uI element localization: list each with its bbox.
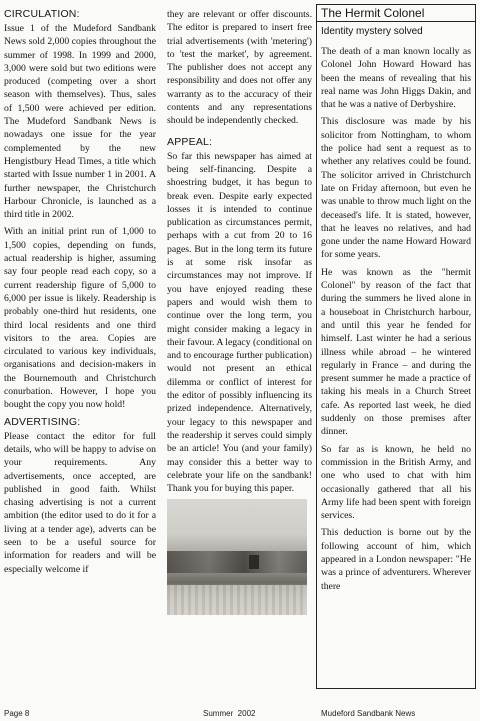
photo-horizon (167, 551, 307, 573)
advertising-heading: ADVERTISING: (4, 415, 81, 428)
photo-boat (249, 555, 259, 569)
article-paragraph-4: So far as is known, he held no commission in the British Army, and one who used to chat with him occasionally gathered that all his Army life had been spent with foreign services. (321, 443, 471, 522)
article-paragraph-1: The death of a man known locally as Colonel John Howard Howard has been the means of revealing that his real name was John Higgs Dakin, and that he was a native of Derbyshire. (321, 46, 471, 111)
hermit-colonel-article (316, 4, 476, 689)
appeal-paragraph: So far this newspaper has aimed at being self-financing. Despite a shoestring budget, it has begun to break even. Despite early expected losses it is intended to continue publication as circumstances permit, perhaps with a cut from 20 to 16 pages. But in the long term its future is at some risk insofar as circumstances may not improve. If you have enjoyed reading these papers and would wish them to continue over the long term, you might consider making a legacy in their favour. A legacy (conditional on and to encourage further publication) would not present an ethical dilemma or conflict of interest for the editor of possibly influencing its prized independence. Alternatively, your legacy to this newspaper and the readership it serves could simply be an article! You (and your family) may consider this a better way to celebrate your life on the sandbank! Thank you for buying this paper. (167, 150, 312, 495)
readership-paragraph: With an initial print run of 1,000 to 1,500 copies, depending on funds, actual readership is higher, assuming say four people read each copy, so a current readership figure of 5,000 to 6,000 per issue is likely. Readership is probably one-third hut residents, one third local residents and one third visitors to the area. Copies are circulated to various key individuals, organisations and decision-makers in the Bournemouth and Christchurch conurbation. However, I hope you bought the copy you now hold! (4, 226, 156, 411)
circulation-heading: CIRCULATION: (4, 8, 80, 20)
circulation-paragraph: Issue 1 of the Mudeford Sandbank News sold 2,000 copies throughout the summer of 1998. In 1999 and 2000, 3,000 were sold but two editions were produced (competing over a short season with themselves). Thus, sales of 1,500 were achieved per edition. The Mudeford Sandbank News is nowadays one issue for the year complemented by the new Hengistbury Head Times, a title which started with Issue number 1 in 2001. A further newspaper, the Christchurch Harbour Chronicle, is launched as a third title in 2002. (4, 23, 156, 221)
article-subtitle: Identity mystery solved (317, 21, 475, 37)
footer-publication: Mudeford Sandbank News (321, 709, 416, 718)
footer-page-number: Page 8 (4, 709, 30, 718)
left-column (4, 8, 156, 703)
photo-shore (167, 585, 307, 615)
middle-column (167, 8, 312, 703)
advertising-paragraph: Please contact the editor for full details, who will be happy to advise on your requirements. Any advertisements, once accepted, are published in good faith. Whilst chasing advertising is not a current ambition (the editor used to do it for a living at a tender age), adverts can be seen to be a useful source for information for readers and will be especially welcome if (4, 430, 156, 575)
article-title: The Hermit Colonel (321, 6, 425, 20)
article-paragraph-3: He was known as the "hermit Colonel" by reason of the fact that during the summers he lived alone in a houseboat in Christchurch harbour, and until this year he fended for himself. Last winter he had a serious illness while abroad – he wintered regularly in France – and during the present summer he made a practice of taking his meals in a Church Street cafe. As reported last week, he died suddenly on those premises after dinner. (321, 266, 471, 438)
appeal-heading: APPEAL: (167, 135, 213, 148)
harbour-photo (167, 499, 307, 615)
advertising-continued-paragraph: they are relevant or offer discounts. The editor is prepared to insert free trial advertisements (with 'metering') to 'test the market', by agreement. The publisher does not accept any responsibility and does not offer any warranty as to the accuracy of their contents and any representations should be independently checked. (167, 9, 312, 127)
article-paragraph-5: This deduction is borne out by the following account of him, which appeared in a London newspaper: "He was a prince of adventurers. Wherever there (321, 527, 471, 592)
article-paragraph-2: This disclosure was made by his solicitor from Nottingham, to whom the police had sent a request as to whether any relatives could be found. The solicitor arrived in Christchurch late on Friday afternoon, but even he was unable to throw much light on the deceased's life. It is stated, however, that he leaves no relatives, and had gone under the name Howard Howard for some years. (321, 116, 471, 261)
footer-issue: Summer 2002 (203, 709, 256, 718)
